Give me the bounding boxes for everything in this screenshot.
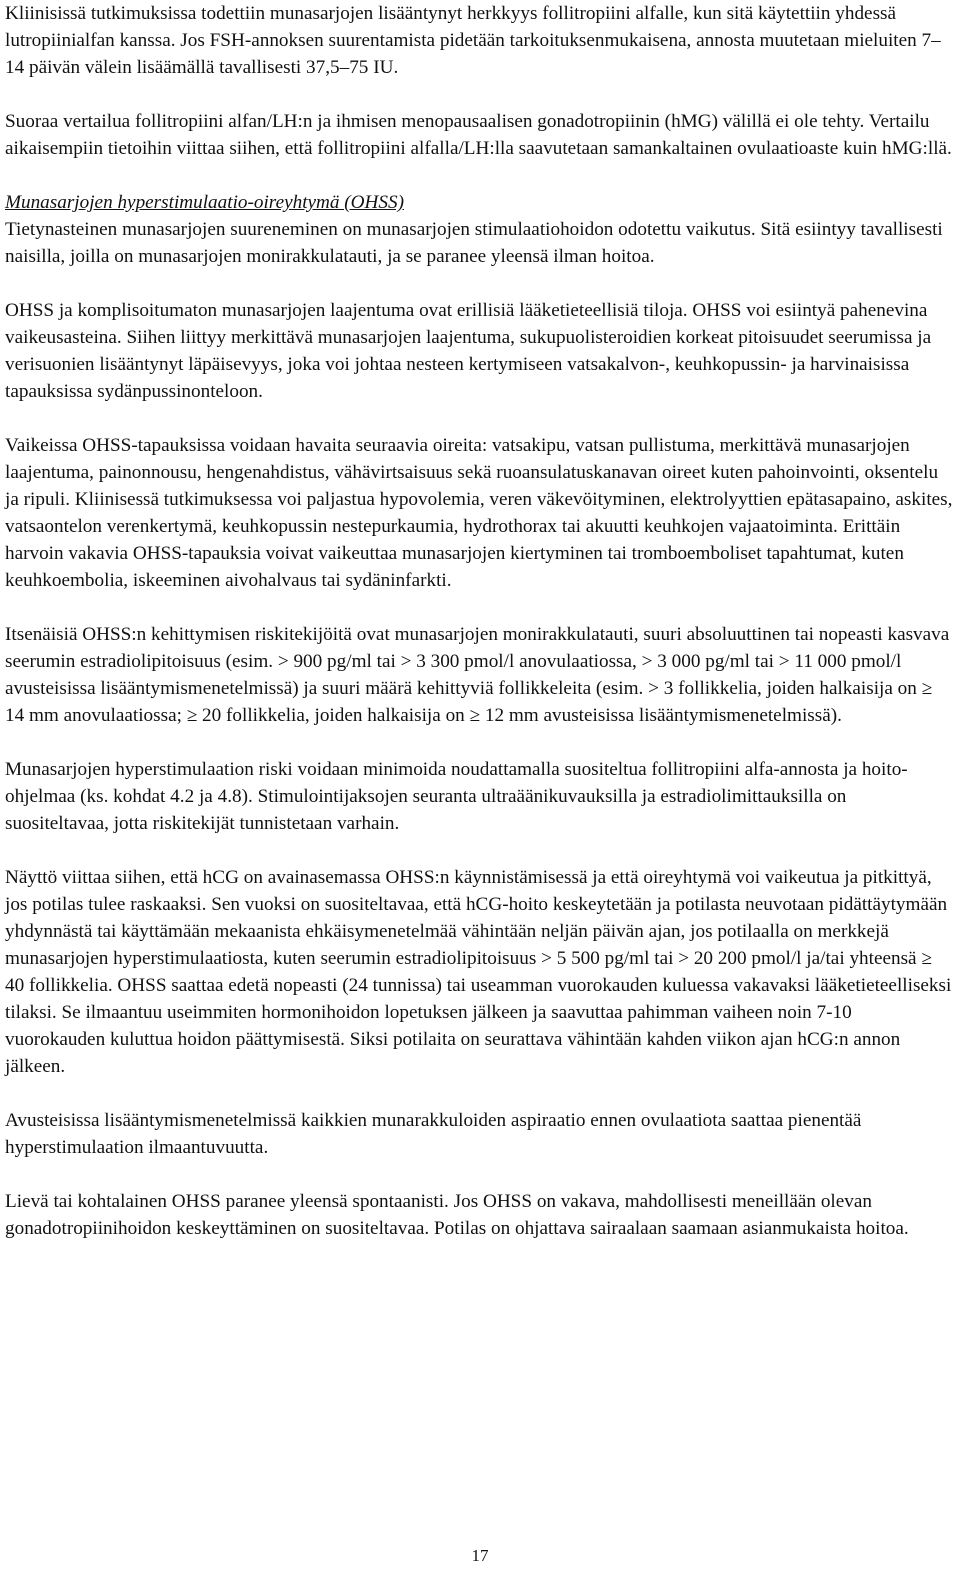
paragraph-risk-factors: Itsenäisiä OHSS:n kehittymisen riskitekijöitä ovat munasarjojen monirakkulatauti, suuri absoluuttinen tai nopeasti kasvava seerumin estradiolipitoisuus (esim. > 900 pg/ml tai > 3 300 pmol/l anovulaatiossa, > 3 000 pg/ml tai > 11 000 pmol/l avusteisissa lisääntymismenetelmissä) ja suuri määrä kehittyviä follikkeleita (esim. > 3 follikkelia, joiden halkaisija on ≥ 14 mm anovulaatiossa; ≥ 20 follikkelia, joiden halkaisija on ≥ 12 mm avusteisissa lisääntymismenetelmissä). bbox=[5, 624, 950, 726]
section-heading: Munasarjojen hyperstimulaatio-oireyhtymä (OHSS) bbox=[5, 192, 404, 213]
document-page bbox=[5, 0, 955, 1242]
paragraph-dosage: Kliinisissä tutkimuksissa todettiin munasarjojen lisääntynyt herkkyys follitropiini alfalle, kun sitä käytettiin yhdessä lutropiinialfan kanssa. Jos FSH-annoksen suurentamista pidetään tarkoituksenmukaisena, annosta muutetaan mieluiten 7–14 päivän välein lisäämällä tavallisesti 37,5–75 IU. bbox=[5, 3, 941, 78]
paragraph-aspiration: Avusteisissa lisääntymismenetelmissä kaikkien munarakkuloiden aspiraatio ennen ovulaatiota saattaa pienentää hyperstimulaation ilmaantuvuutta. bbox=[5, 1110, 862, 1158]
paragraph-ovary-enlargement: Tietynasteinen munasarjojen suureneminen on munasarjojen stimulaatiohoidon odotettu vaikutus. Sitä esiintyy tavallisesti naisilla, joilla on munasarjojen monirakkulatauti, ja se paranee yleensä ilman hoitoa. bbox=[5, 219, 943, 267]
paragraph-ohss-definition: OHSS ja komplisoitumaton munasarjojen laajentuma ovat erillisiä lääketieteellisiä tiloja. OHSS voi esiintyä pahenevina vaikeusasteina. Siihen liittyy merkittävä munasarjojen laajentuma, sukupuolisteroidien korkeat pitoisuudet seerumissa ja verisuonien lisääntynyt läpäisevyys, joka voi johtaa nesteen kertymiseen vatsakalvon-, keuhkopussin- ja harvinaisissa tapauksissa sydänpussinonteloon. bbox=[5, 300, 932, 402]
paragraph-risk-minimization: Munasarjojen hyperstimulaation riski voidaan minimoida noudattamalla suositeltua follitropiini alfa-annosta ja hoito-ohjelmaa (ks. kohdat 4.2 ja 4.8). Stimulointijaksojen seuranta ultraäänikuvauksilla ja estradiolimittauksilla on suositeltavaa, jotta riskitekijät tunnistetaan varhain. bbox=[5, 759, 908, 834]
paragraph-hcg-role: Näyttö viittaa siihen, että hCG on avainasemassa OHSS:n käynnistämisessä ja että oireyhtymä voi vaikeutua ja pitkittyä, jos potilas tulee raskaaksi. Sen vuoksi on suositeltavaa, että hCG-hoito keskeytetään ja potilasta neuvotaan pidättäytymään yhdynnästä tai käyttämään mekaanista ehkäisymenetelmää vähintään neljän päivän ajan, jos potilaalla on merkkejä munasarjojen hyperstimulaatiosta, kuten seerumin estradiolipitoisuus > 5 500 pg/ml tai > 20 200 pmol/l ja/tai yhteensä ≥ 40 follikkelia. OHSS saattaa edetä nopeasti (24 tunnissa) tai useamman vuorokauden kuluessa vakavaksi lääketieteelliseksi tilaksi. Se ilmaantuu useimmiten hormonihoidon lopetuksen jälkeen ja saavuttaa pahimman vaiheen noin 7-10 vuorokauden kuluttua hoidon päättymisestä. Siksi potilaita on seurattava vähintään kahden viikon ajan hCG:n annon jälkeen. bbox=[5, 867, 952, 1077]
paragraph-comparison: Suoraa vertailua follitropiini alfan/LH:n ja ihmisen menopausaalisen gonadotropiinin (hMG) välillä ei ole tehty. Vertailu aikaisempiin tietoihin viittaa siihen, että follitropiini alfalla/LH:lla saavutetaan samankaltainen ovulaatioaste kuin hMG:llä. bbox=[5, 111, 952, 159]
paragraph-severe-ohss: Vaikeissa OHSS-tapauksissa voidaan havaita seuraavia oireita: vatsakipu, vatsan pullistuma, merkittävä munasarjojen laajentuma, painonnousu, hengenahdistus, vähävirtsaisuus sekä ruoansulatuskanavan oireet kuten pahoinvointi, oksentelu ja ripuli. Kliinisessä tutkimuksessa voi paljastua hypovolemia, veren väkevöityminen, elektrolyyttien epätasapaino, askites, vatsaontelon verenkertymä, keuhkopussin nestepurkaumia, hydrothorax tai akuutti keuhkojen vajaatoiminta. Erittäin harvoin vakavia OHSS-tapauksia voivat vaikeuttaa munasarjojen kiertyminen tai tromboemboliset tapahtumat, kuten keuhkoembolia, iskeeminen aivohalvaus tai sydäninfarkti. bbox=[5, 435, 953, 591]
paragraph-mild-ohss: Lievä tai kohtalainen OHSS paranee yleensä spontaanisti. Jos OHSS on vakava, mahdollisesti meneillään olevan gonadotropiinihoidon keskeyttäminen on suositeltavaa. Potilas on ohjattava sairaalaan saamaan asianmukaista hoitoa. bbox=[5, 1191, 909, 1239]
page-number: 17 bbox=[471, 1546, 489, 1565]
